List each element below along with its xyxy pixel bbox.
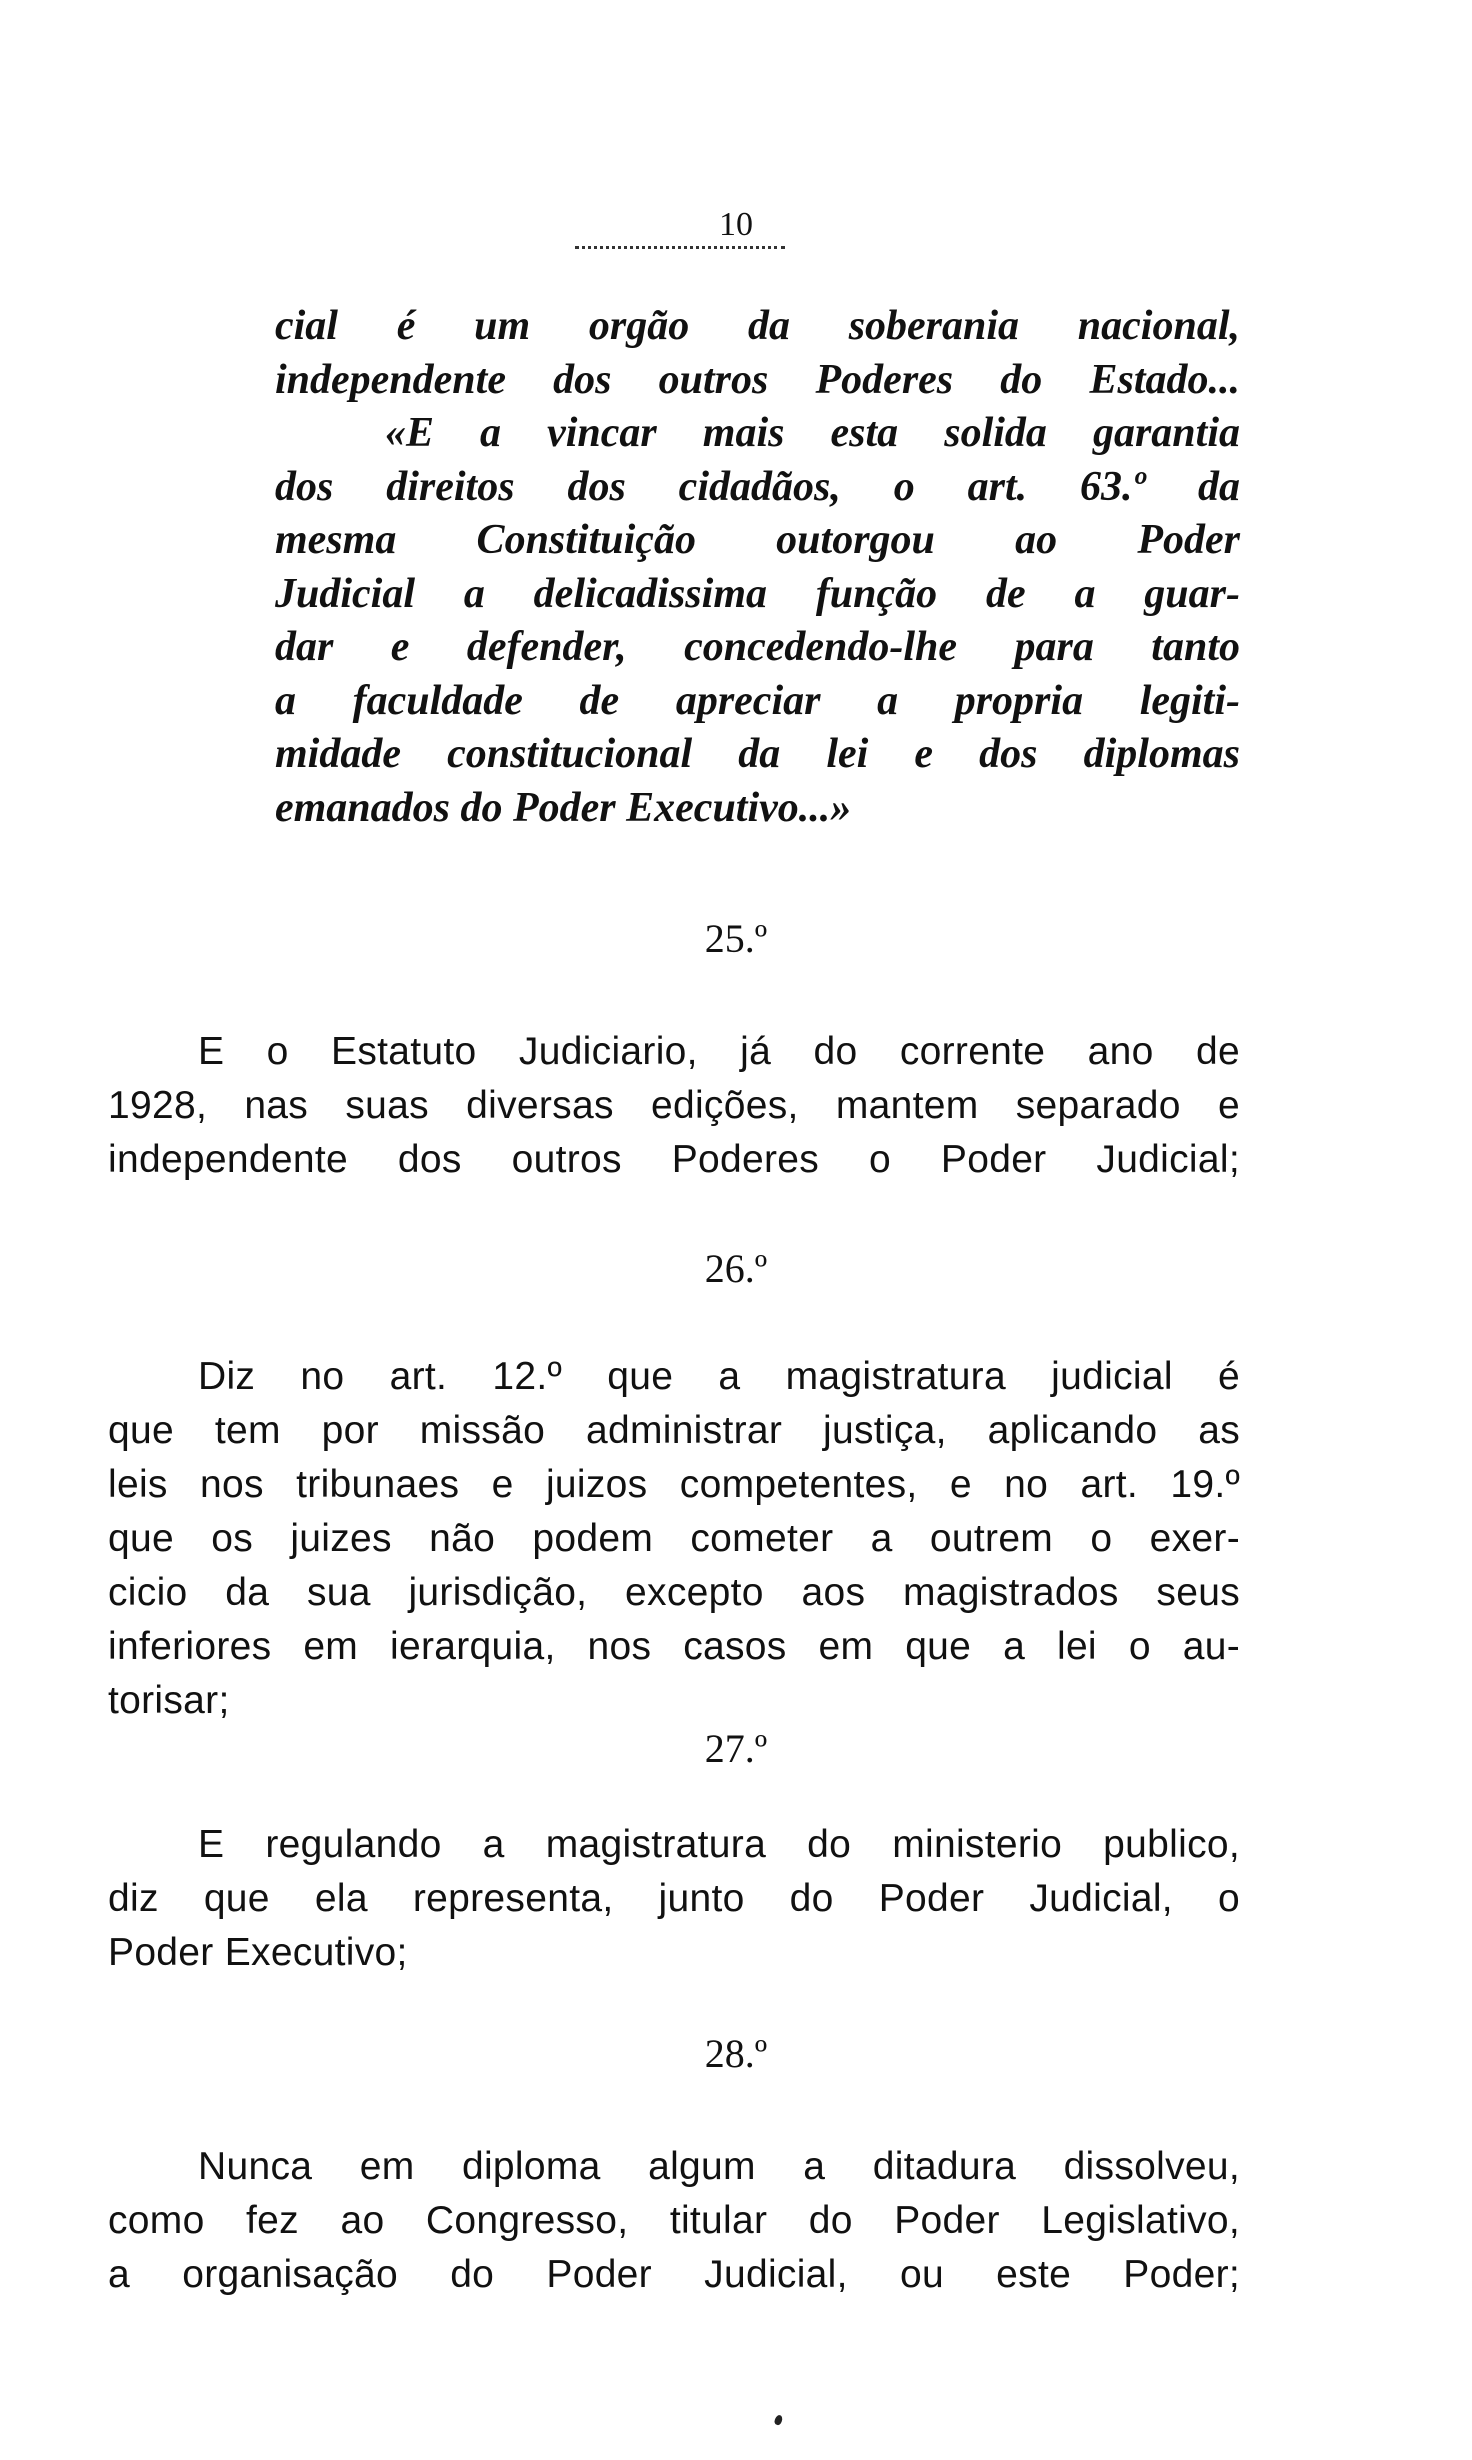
section-heading: 27.º [704,1726,768,1771]
paragraph-line: cicio da sua jurisdição, excepto aos magistrados seus [108,1571,1240,1614]
paragraph-line: E o Estatuto Judiciario, já do corrente ano de [198,1030,1240,1073]
page-number: 10 [719,206,753,243]
section-paragraph [108,2140,1240,2302]
quote-line: emanados do Poder Executivo...» [275,784,852,831]
quote-line: independente dos outros Poderes do Estado... [275,356,1240,403]
dotted-rule [575,246,785,249]
quoted-passage [275,300,1240,835]
section-paragraph [108,1025,1240,1187]
section-heading: 28.º [704,2031,768,2076]
quote-line: dar e defender, concedendo-lhe para tanto [275,624,1240,670]
quote-line: Judicial a delicadissima função de a guar- [275,570,1240,617]
section-heading: 26.º [704,1246,768,1291]
paragraph-line: Diz no art. 12.º que a magistratura judicial é [198,1355,1240,1398]
section-paragraph [108,1350,1240,1728]
paragraph-line: inferiores em ierarquia, nos casos em que a lei o au- [108,1625,1240,1668]
paragraph-line: torisar; [108,1679,230,1722]
quote-line: cial é um orgão da soberania nacional, [275,303,1240,349]
paragraph-line: como fez ao Congresso, titular do Poder Legislativo, [108,2199,1240,2242]
quote-line: midade constitucional da lei e dos diplomas [275,731,1240,777]
paragraph-line: leis nos tribunaes e juizos competentes, e no art. 19.º [108,1463,1240,1506]
section-heading: 25.º [704,916,768,961]
quote-line: a faculdade de apreciar a propria legiti- [275,677,1240,724]
paragraph-line: que tem por missão administrar justiça, aplicando as [108,1409,1240,1452]
paragraph-line: que os juizes não podem cometer a outrem o exer- [108,1517,1240,1560]
quote-line: «E a vincar mais esta solida garantia [385,410,1240,456]
paragraph-line: independente dos outros Poderes o Poder Judicial; [108,1138,1240,1181]
paragraph-line: E regulando a magistratura do ministerio publico, [198,1823,1240,1866]
paragraph-line: Poder Executivo; [108,1931,408,1974]
paragraph-line: 1928, nas suas diversas edições, mantem separado e [108,1084,1240,1127]
paragraph-line: diz que ela representa, junto do Poder Judicial, o [108,1877,1240,1920]
quote-line: dos direitos dos cidadãos, o art. 63.º da [275,463,1240,510]
section-paragraph [108,1818,1240,1980]
paragraph-line: Nunca em diploma algum a ditadura dissolveu, [198,2145,1240,2188]
ink-speck [774,2414,784,2426]
paragraph-line: a organisação do Poder Judicial, ou este Poder; [108,2253,1240,2296]
quote-line: mesma Constituição outorgou ao Poder [275,517,1240,563]
